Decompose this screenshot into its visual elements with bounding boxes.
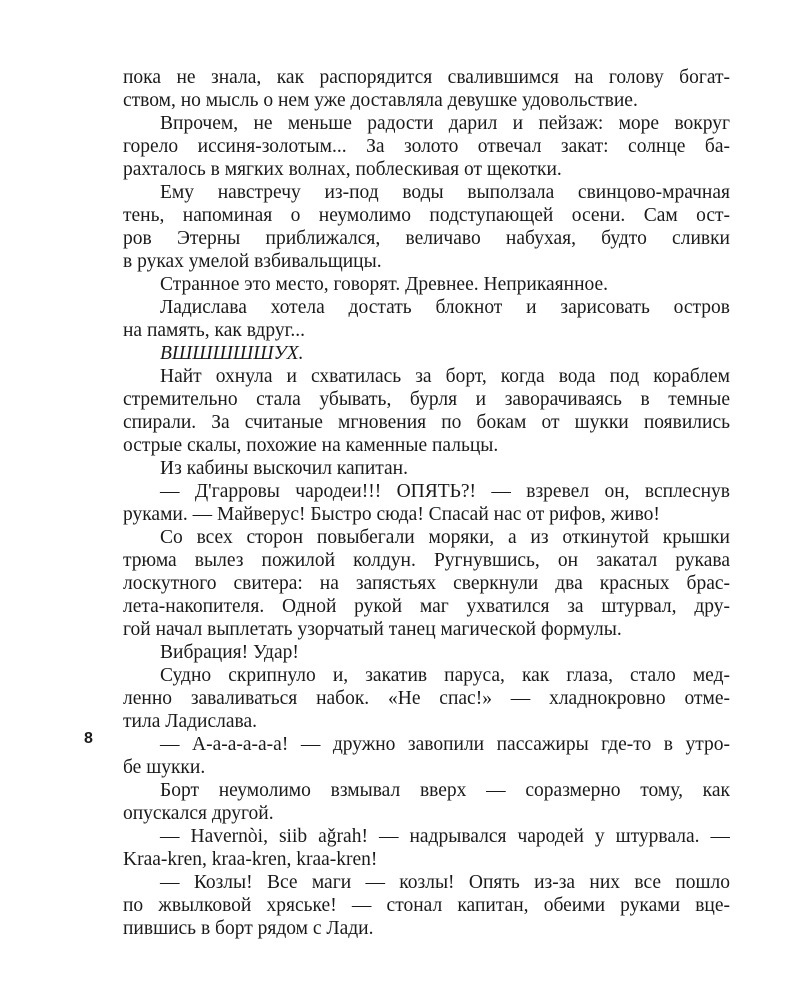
text-line: трюма вылез пожилой колдун. Ругнувшись, он закатал рукава [123,550,730,571]
text-line: тень, напоминая о неумолимо подступающей осени. Сам ост- [123,205,730,226]
page-number: 8 [84,730,93,747]
text-line: Со всех сторон повыбегали моряки, а из откинутой крышки [160,527,730,548]
text-line: Борт неумолимо взмывал вверх — соразмерно тому, как [160,780,730,801]
text-line: Найт охнула и схватилась за борт, когда вода под кораблем [160,366,730,387]
text-line: Вибрация! Удар! [160,642,299,663]
body-text [123,66,730,940]
text-line: Странное это место, говорят. Древнее. Неприкаянное. [160,274,609,295]
text-line: Ладислава хотела достать блокнот и зарисовать остров [160,297,730,318]
text-line: бе шукки. [123,757,206,778]
text-line: пившись в борт рядом с Лади. [123,918,374,939]
text-line: Kraa-kren, kraa-kren, kraa-kren! [123,849,378,870]
text-line: руками. — Майверус! Быстро сюда! Спасай нас от рифов, живо! [123,504,660,525]
text-line: опускался другой. [123,803,274,824]
text-line: ленно заваливаться набок. «Не спас!» — хладнокровно отме- [123,688,730,709]
text-line: Судно скрипнуло и, закатив паруса, как глаза, стало мед- [160,665,730,686]
text-line: Ему навстречу из-под воды выползала свинцово-мрачная [160,182,730,203]
text-line: — Д'гарровы чародеи!!! ОПЯТЬ?! — взревел он, всплеснув [160,481,730,502]
text-line: пока не знала, как распорядится свалившимся на голову богат- [123,67,730,88]
text-line: — Козлы! Все маги — козлы! Опять из-за них все пошло [160,872,730,893]
text-line: гой начал выплетать узорчатый танец магической формулы. [123,619,622,640]
text-line: спирали. За считаные мгновения по бокам от шукки появились [123,412,730,433]
text-line: рахталось в мягких волнах, поблескивая от щекотки. [123,159,562,180]
text-line: ством, но мысль о нем уже доставляла девушке удовольствие. [123,90,638,111]
text-line: ров Этерны приближался, величаво набухая, будто сливки [123,228,730,249]
text-line: — А-а-а-а-а-а! — дружно завопили пассажиры где-то в утро- [160,734,730,755]
text-line: на память, как вдруг... [123,320,306,341]
text-line: горело иссиня-золотым... За золото отвечал закат: солнце ба- [123,136,730,157]
text-line: по жвылковой хряське! — стонал капитан, обеими руками вце- [123,895,730,916]
text-line: ВШШШШШУХ. [160,343,304,364]
text-line: Из кабины выскочил капитан. [160,458,408,479]
text-line: лоскутного свитера: на запястьях сверкнули два красных брас- [123,573,730,594]
text-line: тила Ладислава. [123,711,257,732]
text-line: — Havernòi, siib aǧrah! — надрывался чародей у штурвала. — [160,826,730,847]
text-line: в руках умелой взбивальщицы. [123,251,382,272]
text-line: стремительно стала убывать, бурля и заворачиваясь в темные [123,389,730,410]
text-line: лета-накопителя. Одной рукой маг ухватился за штурвал, дру- [123,596,730,617]
text-line: Впрочем, не меньше радости дарил и пейзаж: море вокруг [160,113,730,134]
text-line: острые скалы, похожие на каменные пальцы. [123,435,499,456]
